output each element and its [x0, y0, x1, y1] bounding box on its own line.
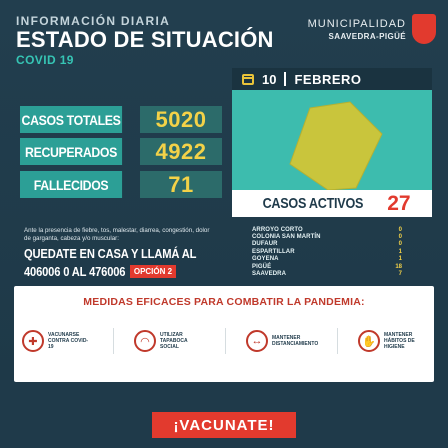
measure-text: MANTENER HÁBITOS DE HIGIENE — [384, 332, 415, 350]
district-map-panel — [232, 90, 432, 190]
district-map — [232, 90, 432, 190]
page-header — [16, 14, 274, 67]
locality-name: GOYENA — [252, 256, 279, 263]
stat-value: 5020 — [140, 106, 222, 133]
stat-label: CASOS TOTALES — [20, 106, 122, 133]
date-month: FEBRERO — [294, 71, 362, 87]
locality-name: PIGÜÉ — [252, 263, 272, 270]
stat-value: 4922 — [140, 138, 222, 165]
measure-item — [246, 328, 319, 354]
locality-value: 0 — [398, 234, 402, 241]
vaccinate-banner: ¡VACUNATE! — [152, 412, 296, 438]
stat-deceased — [20, 171, 194, 198]
locality-name: COLONIA SAN MARTÍN — [252, 234, 321, 241]
stat-value: 71 — [140, 171, 222, 198]
measure-item — [358, 328, 428, 354]
divider — [113, 328, 114, 354]
locality-value: 18 — [395, 263, 402, 270]
municipality-name: MUNICIPALIDAD — [307, 18, 406, 30]
active-cases-box — [232, 190, 432, 217]
phone-row — [24, 264, 176, 279]
date-bar — [232, 68, 432, 90]
date-divider — [284, 72, 286, 86]
locality-name: ARROYO CORTO — [252, 226, 303, 233]
locality-name: SAAVEDRA — [252, 271, 287, 278]
locality-value: 1 — [398, 248, 402, 255]
list-item — [232, 241, 432, 248]
stat-label: RECUPERADOS — [20, 138, 122, 165]
divider — [225, 328, 226, 354]
list-item — [232, 270, 432, 277]
measure-text: MANTENER DISTANCIAMIENTO — [272, 335, 319, 347]
syringe-icon: ✚ — [22, 330, 44, 352]
option-badge: OPCIÓN 2 — [130, 265, 176, 278]
locality-name: DUFAUR — [252, 241, 278, 248]
measures-list — [22, 328, 428, 354]
stay-home-text: QUEDATE EN CASA Y LLAMÁ AL — [24, 246, 197, 261]
measure-text: UTILIZAR TAPABOCA SOCIAL — [160, 332, 188, 350]
divider — [337, 328, 338, 354]
symptoms-notice: Ante la presencia de fiebre, tos, malestar, diarrea, congestión, dolor de garganta, cabeza y/o muscular: — [24, 227, 210, 242]
shield-icon — [412, 14, 436, 44]
mask-icon: ◠ — [134, 330, 156, 352]
header-kicker: INFORMACIÓN DIARIA — [16, 14, 171, 28]
stat-total-cases — [20, 106, 207, 133]
header-subtitle: COVID 19 — [16, 53, 74, 67]
phone-number: 406006 0 AL 476006 — [24, 264, 126, 279]
locality-value: 7 — [398, 271, 402, 278]
locality-value: 0 — [398, 226, 402, 233]
localities-list — [232, 226, 432, 278]
list-item — [232, 248, 432, 255]
municipality-city: SAAVEDRA-PIGÜÉ — [328, 32, 406, 41]
date-day: 10 — [262, 71, 277, 87]
calendar-icon — [242, 74, 254, 85]
active-cases-value: 27 — [387, 191, 411, 215]
locality-value: 0 — [398, 241, 402, 248]
list-item — [232, 233, 432, 240]
page-title: ESTADO DE SITUACIÓN — [16, 27, 274, 52]
municipality-logo — [308, 18, 434, 41]
hygiene-icon: ✋ — [358, 330, 380, 352]
measures-title: MEDIDAS EFICACES PARA COMBATIR LA PANDEMIA: — [83, 296, 365, 308]
measure-item — [22, 328, 92, 354]
measures-panel — [14, 286, 434, 382]
active-cases-label: CASOS ACTIVOS — [263, 195, 364, 212]
list-item — [232, 256, 432, 263]
stat-label: FALLECIDOS — [20, 171, 122, 198]
stat-recovered — [20, 138, 207, 165]
district-shape — [290, 102, 382, 190]
measure-text: VACUNARSE CONTRA COVID-19 — [48, 332, 89, 350]
distance-icon: ↔ — [246, 330, 268, 352]
measure-item — [134, 328, 204, 354]
locality-name: ESPARTILLAR — [252, 248, 295, 255]
locality-value: 1 — [398, 256, 402, 263]
list-item — [232, 263, 432, 270]
list-item — [232, 226, 432, 233]
